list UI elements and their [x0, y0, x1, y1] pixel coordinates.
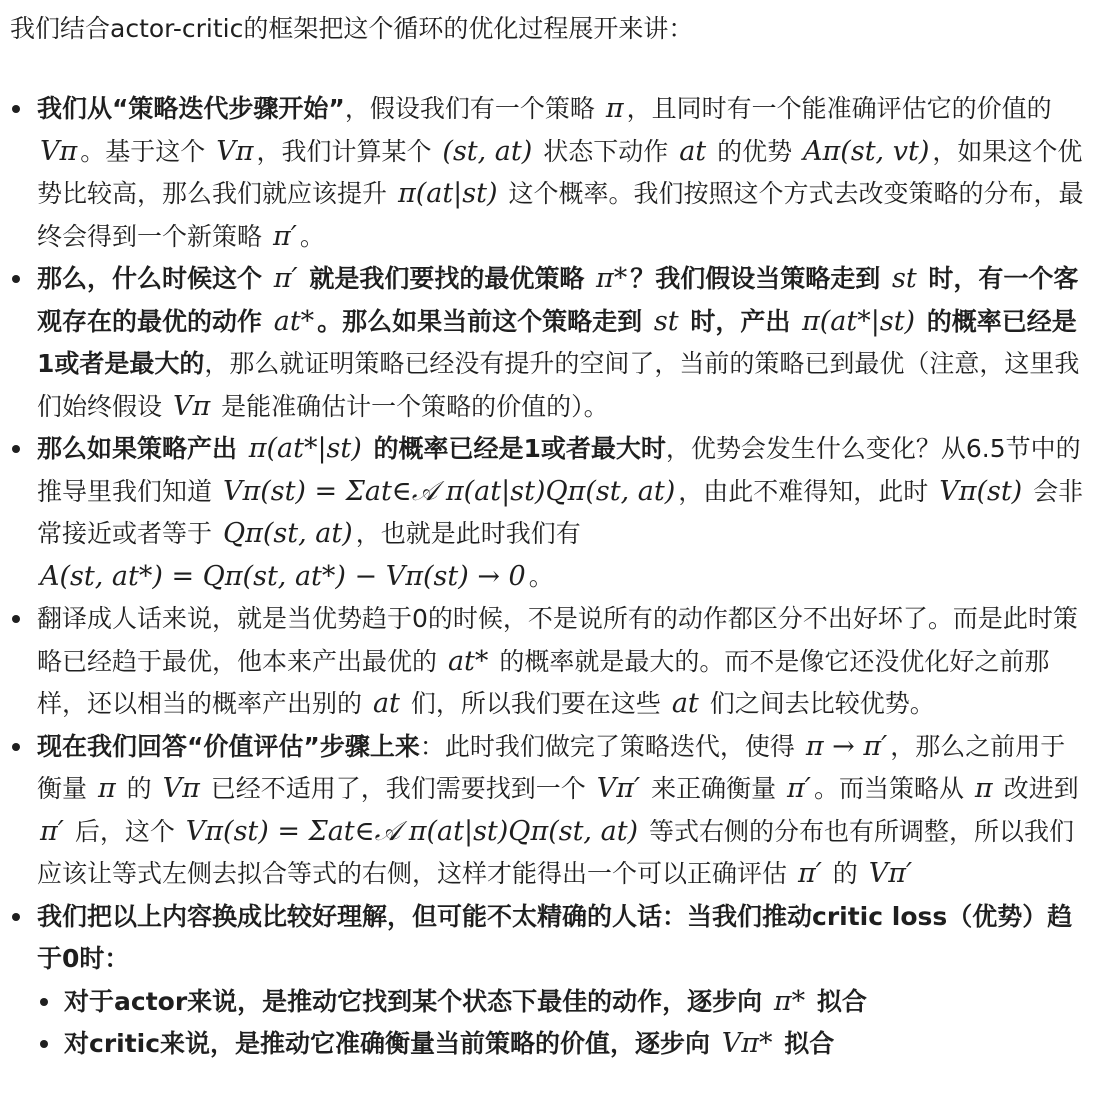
math-expression: at: [372, 688, 400, 719]
math-expression: st: [653, 305, 679, 337]
body-text: 的优势: [709, 136, 801, 166]
list-item: [0, 88, 1097, 258]
bold-text: 时，有一个客观存在的最优的动作: [37, 264, 1079, 336]
bold-text: 现在我们回答“价值评估”步骤上来: [37, 731, 420, 761]
body-text: 改进到: [995, 774, 1079, 803]
body-text: ，那么之前用于衡量: [37, 731, 1066, 803]
body-text: 们之间去比较优势。: [701, 689, 935, 718]
math-expression: π′: [40, 815, 64, 847]
math-expression: π′: [797, 858, 822, 889]
body-text: 翻译成人话来说，就是当优势趋于0的时候，不是说所有的动作都区分不出好坏了。而是此时策略已经趋于最优，他本来产出最优的: [37, 604, 1078, 676]
math-expression: π → π′: [805, 730, 888, 762]
bold-text: 拟合: [775, 1028, 835, 1058]
body-text: 。基于这个: [80, 136, 214, 166]
body-text: ，且同时有一个能准确评估它的价值的: [626, 94, 1052, 123]
math-expression: π′: [787, 773, 811, 804]
bold-text: 那么，什么时候这个: [37, 264, 271, 293]
body-text: 的: [118, 774, 160, 803]
body-text: ，我们计算某个: [256, 136, 440, 166]
list-item: [0, 896, 1097, 1065]
math-expression: Vπ(st) = Σat∈𝒜 π(at|st)Qπ(st, at): [222, 475, 676, 507]
body-text: ，假设我们有一个策略: [344, 94, 603, 123]
sub-list-item: [37, 981, 1089, 1023]
math-expression: Vπ: [40, 135, 78, 167]
body-text: 会非常接近或者等于: [37, 476, 1084, 548]
math-expression: π′: [273, 263, 298, 294]
list-item: [0, 598, 1097, 726]
math-expression: π(at*|st): [802, 305, 916, 337]
math-expression: π: [974, 773, 993, 804]
body-text: 的: [824, 859, 866, 888]
body-text: 这个概率。我们按照这个方式去改变策略的分布，最终会得到一个新策略: [37, 179, 1084, 251]
body-text: ，那么就证明策略已经没有提升的空间了，当前的策略已到最优（注意，这里我们始终假设: [37, 349, 1080, 421]
math-expression: at*: [273, 305, 315, 337]
bold-text: 的概率已经是1或者最大时: [364, 434, 666, 463]
body-text: 来正确衡量: [643, 774, 785, 803]
bold-text: 。那么如果当前这个策略走到: [317, 306, 651, 336]
math-expression: π: [605, 93, 624, 124]
math-expression: π(at|st): [397, 178, 498, 209]
intro-paragraph: 我们结合actor-critic的框架把这个循环的优化过程展开来讲：: [10, 14, 694, 43]
math-expression: at: [671, 688, 699, 719]
math-expression: at: [679, 135, 707, 167]
list-item: [0, 258, 1097, 428]
bold-text: 我们把以上内容换成比较好理解，但可能不太精确的人话：当我们推动critic loss（优势）趋于0时：: [37, 901, 1073, 973]
body-text: 。: [299, 221, 325, 251]
math-expression: π: [97, 773, 116, 804]
math-expression: Vπ: [172, 390, 211, 422]
sub-bullet-list: [37, 981, 1089, 1065]
list-item: [0, 428, 1097, 598]
math-expression: Vπ(st): [939, 475, 1023, 507]
math-expression: Vπ′: [596, 773, 641, 804]
body-text: 。: [528, 561, 554, 591]
math-expression: π(at*|st): [248, 433, 362, 464]
math-expression: π*: [773, 985, 806, 1017]
body-text: 等式右侧的分布也有所调整，所以我们应该让等式左侧去拟合等式的右侧，这样才能得出一个可以正确评估: [37, 816, 1075, 888]
bold-text: ？我们假设当策略走到: [630, 264, 889, 293]
body-text: ，优势会发生什么变化？从6.5节中的推导里我们知道: [37, 434, 1081, 506]
sub-list-item: [37, 1023, 1089, 1065]
bold-text: 的概率已经是1或者是最大的: [37, 306, 1077, 378]
math-expression: π*: [596, 263, 628, 294]
math-expression: st: [892, 263, 917, 294]
body-text: 是能准确估计一个策略的价值的）。: [213, 391, 609, 421]
bold-text: 我们从“策略迭代步骤开始”: [37, 94, 345, 123]
body-text: 状态下动作: [535, 136, 677, 166]
body-text: 们，所以我们要在这些: [402, 689, 669, 718]
body-text: ，也就是此时我们有: [355, 519, 581, 548]
math-expression: Vπ: [216, 135, 254, 167]
bold-text: 时，产出: [681, 306, 800, 336]
body-text: 已经不适用了，我们需要找到一个: [202, 774, 594, 803]
math-expression: at*: [447, 645, 489, 677]
bullet-list: [0, 88, 1097, 1065]
bold-text: 对于actor来说，是推动它找到某个状态下最佳的动作，逐步向: [64, 986, 771, 1016]
body-text: ，如果这个优势比较高，那么我们就应该提升: [37, 136, 1083, 208]
math-expression: Vπ: [162, 773, 200, 804]
list-item-text: [37, 902, 1072, 974]
math-expression: π′: [272, 220, 297, 252]
bold-text: 拟合: [808, 986, 867, 1016]
bold-text: 对critic来说，是推动它准确衡量当前策略的价值，逐步向: [64, 1028, 719, 1058]
math-expression: Vπ′: [868, 858, 913, 889]
math-expression: Aπ(st, vt): [803, 135, 930, 167]
body-text: ，由此不难得知，此时: [678, 476, 937, 506]
body-text: 的概率就是最大的。而不是像它还没优化好之前那样，还以相当的概率产出别的: [37, 646, 1050, 718]
math-expression: Qπ(st, at): [222, 518, 353, 549]
body-text: ：此时我们做完了策略迭代，使得: [419, 731, 803, 761]
body-text: 后，这个: [66, 816, 183, 846]
list-item: [0, 726, 1097, 896]
math-expression: (st, at): [442, 135, 533, 167]
math-expression: Vπ(st) = Σat∈𝒜 π(at|st)Qπ(st, at): [185, 815, 639, 847]
body-text: 。而当策略从: [813, 774, 972, 803]
bold-text: 就是我们要找的最优策略: [300, 264, 594, 293]
math-expression: A(st, at*) = Qπ(st, at*) − Vπ(st) → 0: [40, 560, 526, 592]
bold-text: 那么如果策略产出: [37, 434, 246, 463]
math-expression: Vπ*: [721, 1027, 773, 1059]
